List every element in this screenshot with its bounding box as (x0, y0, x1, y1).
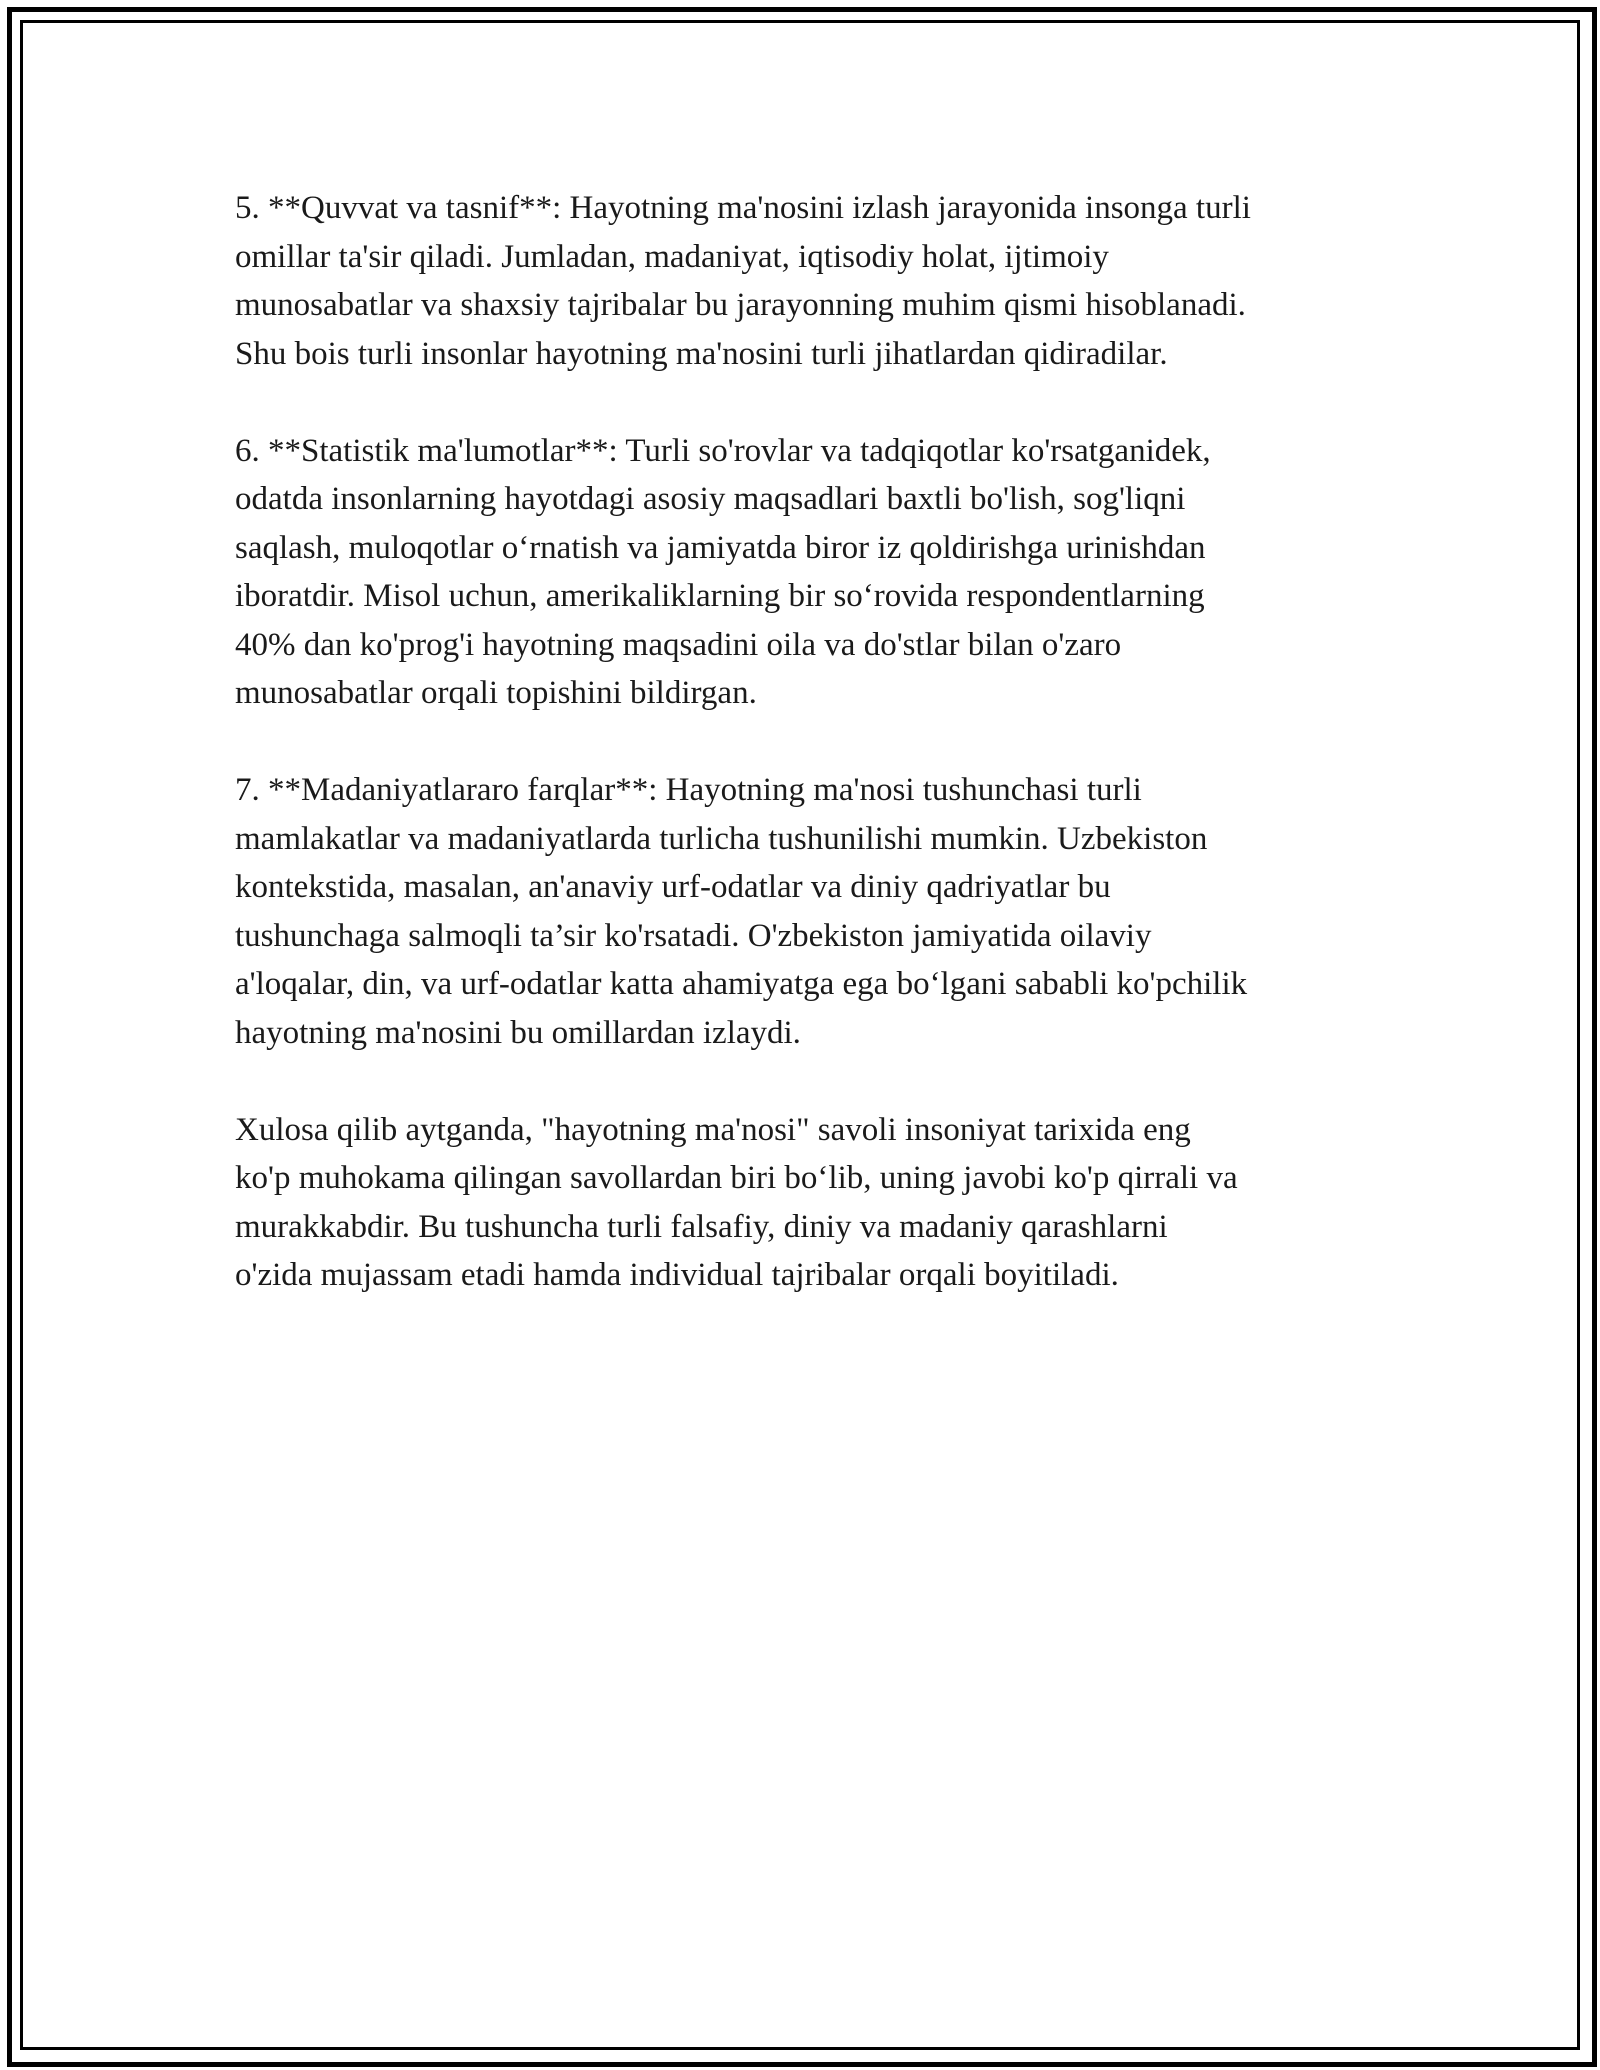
text-line: mamlakatlar va madaniyatlarda turlicha tushunilishi mumkin. Uzbekiston (235, 820, 1208, 857)
text-line: saqlash, muloqotlar o‘rnatish va jamiyatda biror iz qoldirishga urinishdan (235, 529, 1206, 566)
text-line: o'zida mujassam etadi hamda individual tajribalar orqali boyitiladi. (235, 1257, 1119, 1293)
text-line: 6. **Statistik ma'lumotlar**: Turli so'rovlar va tadqiqotlar ko'rsatganidek, (235, 432, 1211, 469)
text-line: kontekstida, masalan, an'anaviy urf-odatlar va diniy qadriyatlar bu (235, 869, 1111, 905)
text-line: murakkabdir. Bu tushuncha turli falsafiy, diniy va madaniy qarashlarni (235, 1208, 1168, 1245)
text-line: munosabatlar orqali topishini bildirgan. (235, 675, 757, 711)
text-line: hayotning ma'nosini bu omillardan izlaydi. (235, 1014, 801, 1051)
text-line: a'loqalar, din, va urf-odatlar katta ahamiyatga ega bo‘lgani sababli ko'pchilik (235, 966, 1248, 1002)
text-line: ko'p muhokama qilingan savollardan biri bo‘lib, uning javobi ko'p qirrali va (235, 1160, 1238, 1196)
text-line: 40% dan ko'prog'i hayotning maqsadini oila va do'stlar bilan o'zaro (235, 626, 1122, 663)
text-line: Xulosa qilib aytganda, "hayotning ma'nosi" savoli insoniyat tarixida eng (235, 1111, 1191, 1148)
paragraph-madaniyatlararo-farqlar (235, 766, 1375, 1057)
paragraph-quvvat-va-tasnif (235, 184, 1375, 378)
document-body (235, 184, 1375, 1348)
paragraph-xulosa (235, 1106, 1375, 1300)
text-line: 7. **Madaniyatlararo farqlar**: Hayotning ma'nosi tushunchasi turli (235, 772, 1142, 808)
text-line: omillar ta'sir qiladi. Jumladan, madaniyat, iqtisodiy holat, ijtimoiy (235, 238, 1109, 275)
text-line: odatda insonlarning hayotdagi asosiy maqsadlari baxtli bo'lish, sog'liqni (235, 481, 1186, 517)
paragraph-statistik-malumotlar (235, 427, 1375, 718)
text-line: iboratdir. Misol uchun, amerikaliklarning bir so‘rovida respondentlarning (235, 578, 1205, 614)
text-line: munosabatlar va shaxsiy tajribalar bu jarayonning muhim qismi hisoblanadi. (235, 287, 1246, 323)
text-line: tushunchaga salmoqli ta’sir ko'rsatadi. O'zbekiston jamiyatida oilaviy (235, 917, 1152, 954)
text-line: 5. **Quvvat va tasnif**: Hayotning ma'nosini izlash jarayonida insonga turli (235, 190, 1251, 226)
text-line: Shu bois turli insonlar hayotning ma'nosini turli jihatlardan qidiradilar. (235, 335, 1168, 372)
